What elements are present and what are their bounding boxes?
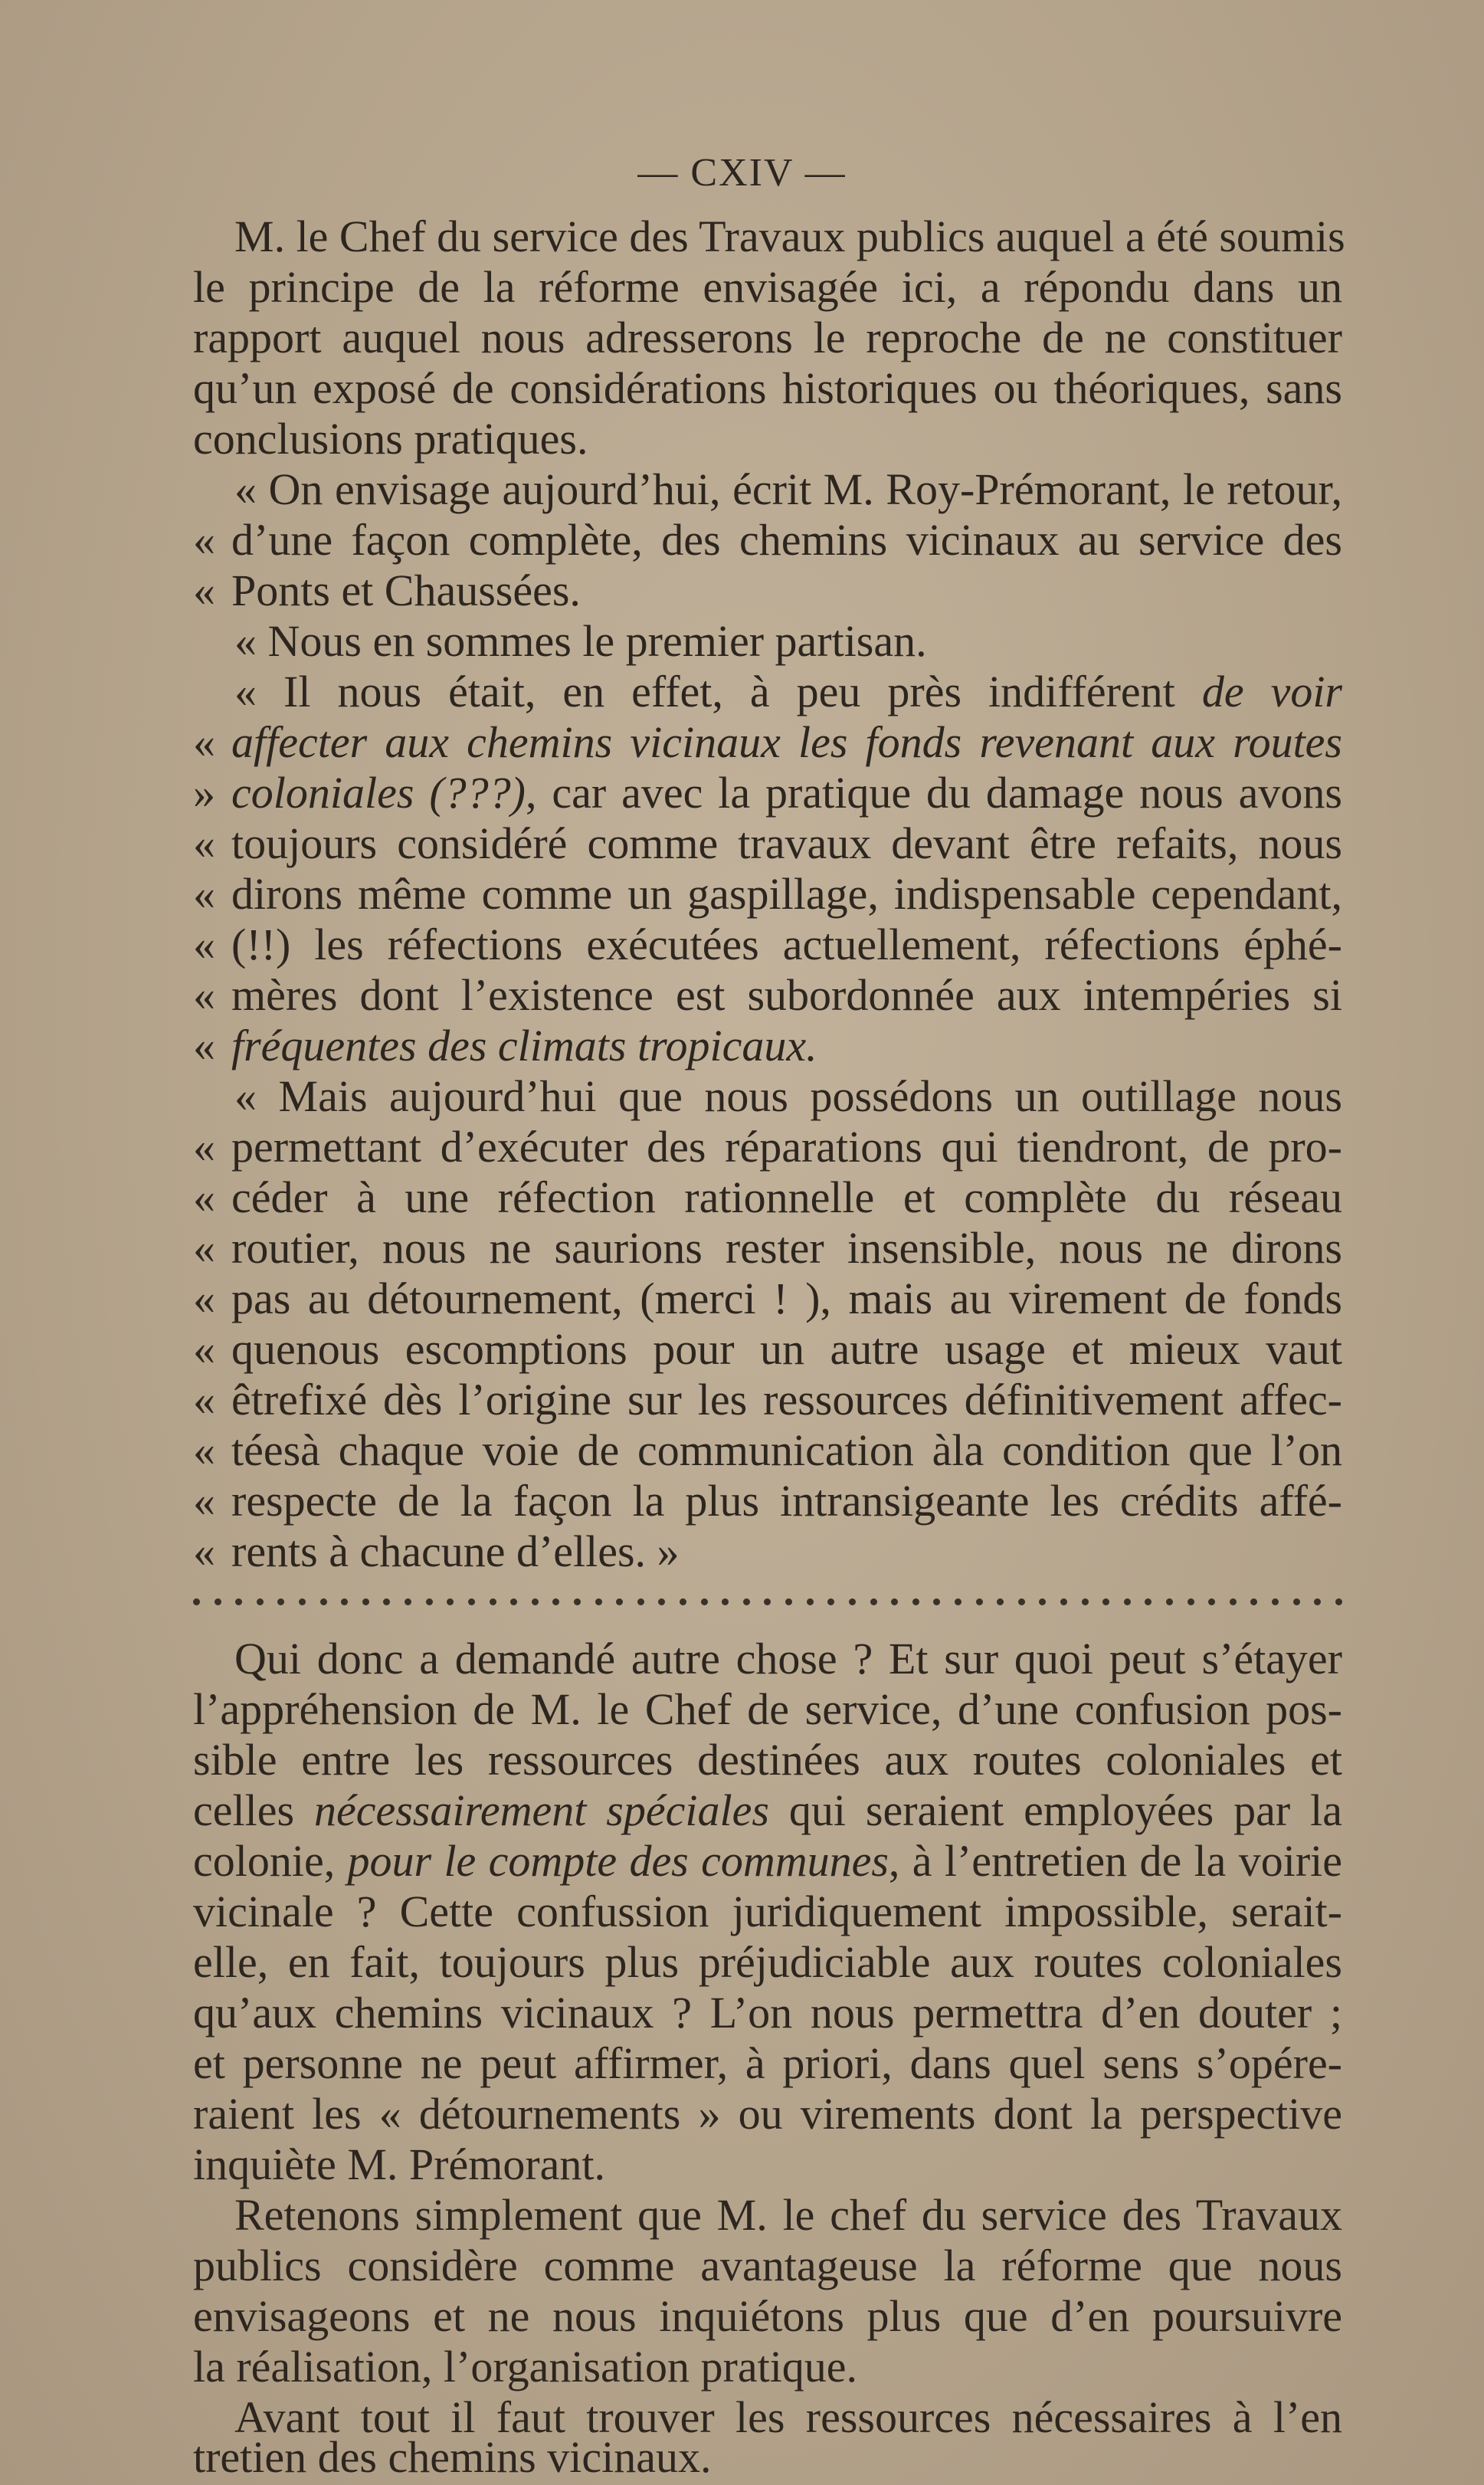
quote-mark: « bbox=[193, 1223, 215, 1273]
text-line: Qui donc a demandé autre chose ? Et sur quoi peut s’étayer bbox=[234, 1634, 1342, 1683]
text-line: Retenons simplement que M. le chef du service des Travaux bbox=[234, 2190, 1342, 2240]
quote-mark: « bbox=[193, 1274, 215, 1323]
quote-line: rents à chacune d’elles. » bbox=[231, 1526, 680, 1576]
text-line: envisageons et ne nous inquiétons plus que d’en poursuivre bbox=[193, 2291, 1342, 2341]
quote-line: « Mais aujourd’hui que nous possédons un outillage nous bbox=[234, 1071, 1342, 1121]
text-italic: pour le compte des communes bbox=[347, 1836, 889, 1886]
text-line: conclusions pratiques. bbox=[193, 414, 588, 464]
quote-line: mères dont l’existence est subordonnée aux intempéries si bbox=[231, 970, 1342, 1020]
text-line: M. le Chef du service des Travaux publics auquel a été soumis bbox=[234, 211, 1345, 261]
quote-line: respecte de la façon la plus intransigeante les crédits affé- bbox=[231, 1476, 1342, 1526]
quote-text: « Il nous était, en effet, à peu près indifférent bbox=[234, 667, 1202, 716]
quote-mark: « bbox=[193, 1425, 215, 1475]
text: celles bbox=[193, 1785, 314, 1835]
quote-line: toujours considéré comme travaux devant être refaits, nous bbox=[231, 818, 1342, 868]
quote-text-italic: de voir bbox=[1201, 667, 1343, 716]
quote-line bbox=[234, 667, 1342, 717]
quote-line: « On envisage aujourd’hui, écrit M. Roy-Prémorant, le retour, bbox=[234, 464, 1342, 514]
quote-line: routier, nous ne saurions rester insensible, nous ne dirons bbox=[231, 1223, 1342, 1273]
quote-mark: « bbox=[193, 1324, 215, 1374]
text-line: Avant tout il faut trouver les ressources nécessaires à l’en bbox=[234, 2392, 1342, 2442]
quote-mark: « bbox=[193, 1122, 215, 1172]
text-line: le principe de la réforme envisagée ici, a répondu dans un bbox=[193, 262, 1342, 312]
quote-text-italic: coloniales (???) bbox=[231, 768, 526, 818]
page-number: — CXIV — bbox=[637, 151, 847, 195]
quote-line: téesà chaque voie de communication àla condition que l’on bbox=[231, 1425, 1342, 1475]
quote-mark: « bbox=[193, 1476, 215, 1526]
quote-line: pas au détournement, (merci ! ), mais au virement de fonds bbox=[231, 1274, 1342, 1323]
text-italic: nécessairement spéciales bbox=[313, 1785, 769, 1835]
quote-mark: « bbox=[193, 1526, 215, 1576]
text-line: qu’aux chemins vicinaux ? L’on nous permettra d’en douter ; bbox=[193, 1988, 1342, 2038]
text-line: qu’un exposé de considérations historiques ou théoriques, sans bbox=[193, 363, 1342, 413]
quote-line: affecter aux chemins vicinaux les fonds revenant aux routes bbox=[231, 717, 1342, 767]
quote-line: d’une façon complète, des chemins vicinaux au service des bbox=[231, 515, 1342, 565]
text-line bbox=[193, 1836, 1342, 1887]
text-line: vicinale ? Cette confussion juridiquement impossible, serait- bbox=[193, 1887, 1342, 1936]
text: qui seraient employées par la bbox=[768, 1785, 1342, 1835]
quote-mark: « bbox=[193, 869, 215, 919]
text-line: elle, en fait, toujours plus préjudiciable aux routes coloniales bbox=[193, 1937, 1342, 1987]
quote-line: Ponts et Chaussées. bbox=[231, 566, 581, 615]
text: , à l’entretien de la voirie bbox=[888, 1836, 1343, 1886]
text: colonie, bbox=[193, 1836, 348, 1886]
text-line bbox=[193, 1785, 1342, 1836]
quote-line: céder à une réfection rationnelle et complète du réseau bbox=[231, 1172, 1342, 1222]
quote-mark: « bbox=[193, 515, 215, 565]
text-line: et personne ne peut affirmer, à priori, dans quel sens s’opére- bbox=[193, 2038, 1342, 2088]
quote-mark: « bbox=[193, 818, 215, 868]
text-line: publics considère comme avantageuse la réforme que nous bbox=[193, 2241, 1342, 2290]
text-line: inquiète M. Prémorant. bbox=[193, 2139, 606, 2189]
quote-line: (!!) les réfections exécutées actuellement, réfections éphé- bbox=[231, 920, 1342, 969]
quote-mark: « bbox=[193, 1375, 215, 1424]
quote-line: quenous escomptions pour un autre usage et mieux vaut bbox=[231, 1324, 1342, 1374]
quote-mark: « bbox=[193, 717, 215, 767]
quote-mark: « bbox=[193, 970, 215, 1020]
quote-line: êtrefixé dès l’origine sur les ressources définitivement affec- bbox=[231, 1375, 1342, 1424]
quote-line bbox=[231, 768, 1342, 818]
dotted-separator bbox=[193, 1598, 1342, 1605]
text-line: raient les « détournements » ou virements dont la perspective bbox=[193, 2089, 1342, 2139]
text-line: tretien des chemins vicinaux. bbox=[193, 2432, 712, 2482]
quote-line: fréquentes des climats tropicaux. bbox=[231, 1021, 817, 1070]
text-line: la réalisation, l’organisation pratique. bbox=[193, 2342, 858, 2392]
quote-mark: « bbox=[193, 920, 215, 969]
quote-line: dirons même comme un gaspillage, indispensable cependant, bbox=[231, 869, 1342, 919]
text-line: l’appréhension de M. le Chef de service, d’une confusion pos- bbox=[193, 1684, 1342, 1734]
quote-mark: » bbox=[193, 768, 215, 818]
quote-line: « Nous en sommes le premier partisan. bbox=[234, 616, 927, 666]
quote-mark: « bbox=[193, 1172, 215, 1222]
text-line: sible entre les ressources destinées aux routes coloniales et bbox=[193, 1735, 1342, 1785]
text-line: rapport auquel nous adresserons le reproche de ne constituer bbox=[193, 313, 1342, 362]
quote-mark: « bbox=[193, 566, 215, 615]
quote-mark: « bbox=[193, 1021, 215, 1070]
quote-text: , car avec la pratique du damage nous avons bbox=[525, 768, 1342, 818]
quote-line: permettant d’exécuter des réparations qui tiendront, de pro- bbox=[231, 1122, 1342, 1172]
